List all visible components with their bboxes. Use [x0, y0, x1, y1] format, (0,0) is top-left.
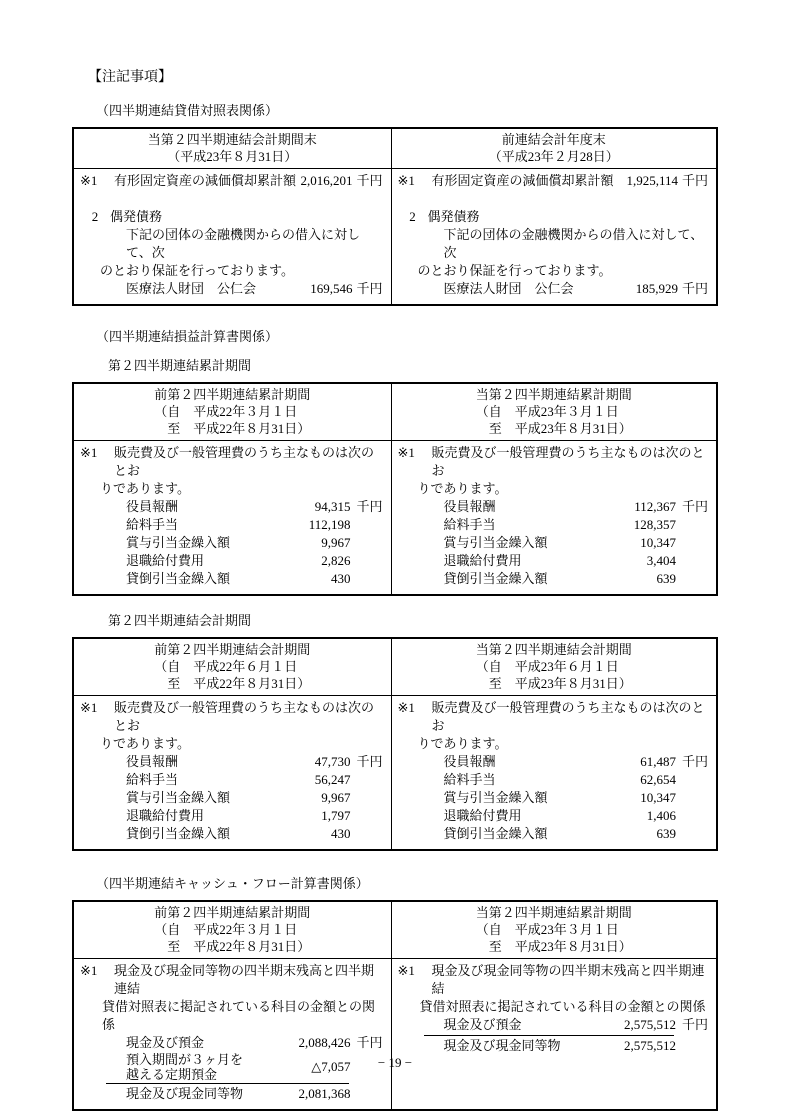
sga-note-line1: 販売費及び一般管理費のうち主なものは次のとお — [114, 445, 375, 478]
cash-item-row — [80, 1034, 383, 1052]
expense-item-value: 112,198 — [308, 517, 351, 532]
cash-item-row — [80, 1085, 383, 1103]
note-value: 1,925,114 — [626, 173, 678, 188]
cash-item-value: 2,575,512 — [624, 1017, 676, 1032]
note-mark: ※1 — [80, 173, 98, 188]
pl-quarterly-cell-prior — [73, 696, 391, 851]
cash-item-value: 2,081,368 — [298, 1086, 351, 1101]
sga-note-line2: りであります。 — [100, 736, 190, 751]
expense-item-value: 9,967 — [321, 535, 351, 550]
expense-item-value: 1,406 — [646, 808, 676, 823]
expense-item-value: 10,347 — [640, 535, 676, 550]
expense-item-unit — [676, 771, 708, 789]
expense-item-row — [80, 516, 383, 534]
note-mark: ※1 — [397, 445, 415, 460]
header-period-title: 当第２四半期連結会計期間 — [475, 642, 632, 657]
cash-flow-cell-prior — [73, 959, 391, 1111]
expense-item-unit — [676, 570, 708, 588]
cash-note-line2: 貸借対照表に掲記されている科目の金額との関係 — [419, 999, 706, 1014]
contingent-liability-title-row — [398, 208, 709, 226]
expense-item-row — [398, 516, 709, 534]
expense-item-unit — [676, 534, 708, 552]
expense-item-row — [80, 807, 383, 825]
income-statement-heading: （四半期連結損益計算書関係） — [96, 329, 279, 344]
pl-quarterly-cell-current — [391, 696, 717, 851]
cash-note-head — [80, 962, 383, 998]
sga-note-head — [80, 444, 383, 480]
cash-item-unit: 千円 — [681, 1017, 708, 1032]
header-period-dates: （自 平成23年６月１日 至 平成23年８月31日） — [475, 659, 632, 691]
sga-note-line1: 販売費及び一般管理費のうち主なものは次のとお — [431, 700, 705, 733]
note-mark: ※1 — [397, 963, 415, 978]
sga-note-line2: りであります。 — [417, 481, 508, 496]
expense-item-unit — [676, 807, 708, 825]
contingent-liability-title-row — [80, 208, 383, 226]
guarantee-unit: 千円 — [681, 281, 708, 296]
sga-note-line1: 販売費及び一般管理費のうち主なものは次のとお — [431, 445, 705, 478]
pl-cumulative-header-current — [391, 383, 717, 441]
note-mark: ※1 — [80, 445, 98, 460]
table-body-row — [73, 441, 717, 596]
header-period-title: 前第２四半期連結累計期間 — [154, 387, 311, 402]
expense-item-value: 112,367 — [634, 499, 676, 514]
note-mark: ※1 — [80, 963, 98, 978]
balance-sheet-table — [72, 127, 718, 306]
guarantee-unit: 千円 — [356, 281, 383, 296]
cumulative-period-subheading: 第２四半期連結累計期間 — [108, 358, 252, 373]
expense-item-value: 639 — [656, 571, 676, 586]
expense-item-label: 役員報酬 — [126, 499, 179, 514]
cash-flow-heading: （四半期連結キャッシュ・フロー計算書関係） — [96, 876, 369, 891]
header-period-dates: （自 平成23年３月１日 至 平成23年８月31日） — [475, 404, 632, 436]
expense-item-unit: 千円 — [356, 499, 383, 514]
cash-item-value: 2,575,512 — [624, 1038, 676, 1053]
expense-item-row — [398, 498, 709, 516]
guarantee-value: 169,546 — [310, 281, 353, 296]
sga-note-line2: りであります。 — [100, 481, 190, 496]
note-label: 偶発債務 — [110, 209, 163, 224]
expense-item-label: 給料手当 — [443, 772, 496, 787]
expense-item-unit — [676, 825, 708, 843]
note-label: 有形固定資産の減価償却累計額 — [114, 173, 297, 188]
note-label: 有形固定資産の減価償却累計額 — [431, 173, 614, 188]
expense-item-row — [398, 789, 709, 807]
cash-flow-table — [72, 900, 718, 1111]
expense-item-label: 貸倒引当金繰入額 — [126, 826, 231, 841]
expense-item-unit — [676, 552, 708, 570]
note-unit: 千円 — [681, 173, 708, 188]
expense-item-row — [80, 570, 383, 588]
header-period-title: 当第２四半期連結累計期間 — [475, 905, 632, 920]
cash-flow-header-current — [391, 901, 717, 959]
expense-item-row — [80, 771, 383, 789]
table-header-row — [73, 638, 717, 696]
expense-item-label: 賞与引当金繰入額 — [443, 535, 548, 550]
cash-note-line1: 現金及び現金同等物の四半期末残高と四半期連結 — [114, 963, 375, 996]
cash-item-row — [398, 1037, 709, 1055]
expense-item-value: 128,357 — [633, 517, 676, 532]
cash-item-row — [398, 1016, 709, 1034]
expense-item-unit — [351, 570, 383, 588]
expense-item-value: 2,826 — [321, 553, 351, 568]
guarantee-row — [398, 280, 709, 298]
expense-item-row — [80, 753, 383, 771]
expense-item-unit — [351, 789, 383, 807]
sga-note-head — [398, 699, 709, 735]
expense-item-row — [80, 552, 383, 570]
expense-item-label: 貸倒引当金繰入額 — [443, 826, 548, 841]
expense-item-value: 9,967 — [321, 790, 351, 805]
expense-item-label: 貸倒引当金繰入額 — [443, 571, 548, 586]
balance-sheet-cell-prior-year — [391, 169, 717, 306]
header-period-title: 前第２四半期連結累計期間 — [154, 905, 311, 920]
expense-item-row — [398, 825, 709, 843]
quarterly-period-subheading: 第２四半期連結会計期間 — [108, 613, 252, 628]
expense-item-value: 62,654 — [640, 772, 676, 787]
header-period-title: 当第２四半期連結累計期間 — [475, 387, 632, 402]
expense-item-unit — [351, 807, 383, 825]
expense-item-unit — [351, 825, 383, 843]
expense-item-label: 役員報酬 — [443, 499, 496, 514]
header-period-title: 前第２四半期連結会計期間 — [154, 642, 311, 657]
cash-item-unit: 千円 — [356, 1035, 383, 1050]
expense-item-label: 退職給付費用 — [443, 808, 522, 823]
sga-note-head — [398, 444, 709, 480]
expense-item-label: 役員報酬 — [443, 754, 496, 769]
expense-item-label: 退職給付費用 — [443, 553, 522, 568]
sga-note-line2: りであります。 — [417, 736, 508, 751]
expense-item-value: 94,315 — [314, 499, 351, 514]
table-header-row — [73, 383, 717, 441]
cash-item-value: 2,088,426 — [298, 1035, 351, 1050]
table-header-row — [73, 128, 717, 169]
cash-item-unit — [351, 1085, 383, 1103]
balance-sheet-cell-current — [73, 169, 391, 306]
note-mark: ※1 — [397, 173, 415, 188]
table-header-row — [73, 901, 717, 959]
expense-item-unit: 千円 — [681, 754, 708, 769]
expense-item-value: 10,347 — [640, 790, 676, 805]
cash-note-head — [398, 962, 709, 998]
cash-note-line1: 現金及び現金同等物の四半期末残高と四半期連結 — [431, 963, 705, 996]
expense-item-value: 639 — [656, 826, 676, 841]
expense-item-unit — [351, 516, 383, 534]
expense-item-unit: 千円 — [356, 754, 383, 769]
cash-item-value: △7,057 — [311, 1059, 351, 1074]
header-period-dates: （自 平成22年３月１日 至 平成22年８月31日） — [154, 404, 311, 436]
expense-item-value: 430 — [331, 826, 351, 841]
notes-title: 【注記事項】 — [88, 70, 172, 85]
expense-item-unit — [351, 534, 383, 552]
cash-flow-header-prior — [73, 901, 391, 959]
expense-item-label: 退職給付費用 — [126, 808, 205, 823]
expense-item-label: 給料手当 — [126, 517, 179, 532]
cash-item-label: 現金及び預金 — [126, 1035, 205, 1050]
header-period-date: （平成23年８月31日） — [167, 149, 298, 164]
expense-item-value: 47,730 — [314, 754, 351, 769]
expense-item-value: 3,404 — [646, 553, 676, 568]
expense-item-unit — [351, 552, 383, 570]
pl-quarterly-header-current — [391, 638, 717, 696]
note-mark: 2 — [409, 209, 416, 224]
expense-item-label: 給料手当 — [126, 772, 179, 787]
pl-quarterly-table — [72, 637, 718, 851]
pl-quarterly-header-prior — [73, 638, 391, 696]
spacer — [398, 190, 709, 208]
table-body-row — [73, 696, 717, 851]
cash-item-unit — [676, 1037, 708, 1055]
guarantee-label: 医療法人財団 公仁会 — [126, 281, 257, 296]
expense-item-label: 賞与引当金繰入額 — [443, 790, 548, 805]
guarantee-value: 185,929 — [635, 281, 678, 296]
expense-item-label: 退職給付費用 — [126, 553, 205, 568]
pl-cumulative-header-prior — [73, 383, 391, 441]
contingent-liability-text-line1: 下記の団体の金融機関からの借入に対して、次 — [126, 227, 361, 260]
expense-item-label: 貸倒引当金繰入額 — [126, 571, 231, 586]
contingent-liability-text-line1: 下記の団体の金融機関からの借入に対して、次 — [443, 227, 704, 260]
expense-item-unit — [351, 771, 383, 789]
expense-item-unit: 千円 — [681, 499, 708, 514]
header-period-date: （平成23年２月28日） — [488, 149, 619, 164]
sga-note-line1: 販売費及び一般管理費のうち主なものは次のとお — [114, 700, 375, 733]
note-mark: ※1 — [80, 700, 98, 715]
table-body-row — [73, 959, 717, 1111]
balance-sheet-heading: （四半期連結貸借対照表関係） — [96, 103, 279, 118]
pl-cumulative-table — [72, 382, 718, 596]
expense-item-row — [398, 807, 709, 825]
subtotal-rule — [424, 1035, 675, 1036]
cash-item-label: 現金及び現金同等物 — [126, 1086, 244, 1101]
header-period-title: 当第２四半期連結会計期間末 — [147, 132, 317, 147]
subtotal-rule — [106, 1083, 349, 1084]
expense-item-row — [398, 552, 709, 570]
expense-item-row — [80, 534, 383, 552]
balance-sheet-header-prior-year — [391, 128, 717, 169]
expense-item-value: 1,797 — [321, 808, 351, 823]
page-number: − 19 − — [377, 1055, 413, 1070]
header-period-dates: （自 平成22年３月１日 至 平成22年８月31日） — [154, 922, 311, 954]
spacer — [80, 190, 383, 208]
expense-item-row — [398, 534, 709, 552]
depreciation-note-row — [80, 172, 383, 190]
expense-item-unit — [676, 516, 708, 534]
note-mark: ※1 — [397, 700, 415, 715]
cash-item-label: 預入期間が３ヶ月を 越える定期預金 — [126, 1052, 244, 1082]
cash-note-line2: 貸借対照表に掲記されている科目の金額との関係 — [102, 999, 376, 1032]
cash-item-label: 現金及び預金 — [443, 1017, 522, 1032]
contingent-liability-text-line2: のとおり保証を行っております。 — [100, 263, 294, 278]
expense-item-row — [80, 825, 383, 843]
pl-cumulative-cell-current — [391, 441, 717, 596]
header-period-dates: （自 平成22年６月１日 至 平成22年８月31日） — [154, 659, 311, 691]
expense-item-unit — [676, 789, 708, 807]
cash-item-label: 現金及び現金同等物 — [443, 1038, 561, 1053]
expense-item-label: 賞与引当金繰入額 — [126, 790, 231, 805]
expense-item-label: 賞与引当金繰入額 — [126, 535, 231, 550]
expense-item-value: 61,487 — [640, 754, 676, 769]
note-mark: 2 — [91, 209, 99, 224]
expense-item-row — [398, 753, 709, 771]
cash-flow-cell-current — [391, 959, 717, 1111]
guarantee-row — [80, 280, 383, 298]
header-period-title: 前連結会計年度末 — [501, 132, 606, 147]
expense-item-value: 430 — [331, 571, 351, 586]
depreciation-note-row — [398, 172, 709, 190]
table-body-row — [73, 169, 717, 306]
expense-item-label: 役員報酬 — [126, 754, 179, 769]
expense-item-row — [398, 771, 709, 789]
balance-sheet-header-current — [73, 128, 391, 169]
header-period-dates: （自 平成23年３月１日 至 平成23年８月31日） — [475, 922, 632, 954]
note-value: 2,016,201 — [300, 173, 353, 188]
expense-item-row — [80, 498, 383, 516]
pl-cumulative-cell-prior — [73, 441, 391, 596]
sga-note-head — [80, 699, 383, 735]
note-label: 偶発債務 — [427, 209, 480, 224]
expense-item-value: 56,247 — [314, 772, 351, 787]
expense-item-label: 給料手当 — [443, 517, 496, 532]
expense-item-row — [398, 570, 709, 588]
guarantee-label: 医療法人財団 公仁会 — [443, 281, 574, 296]
contingent-liability-text-line2: のとおり保証を行っております。 — [417, 263, 612, 278]
expense-item-row — [80, 789, 383, 807]
note-unit: 千円 — [356, 173, 383, 188]
